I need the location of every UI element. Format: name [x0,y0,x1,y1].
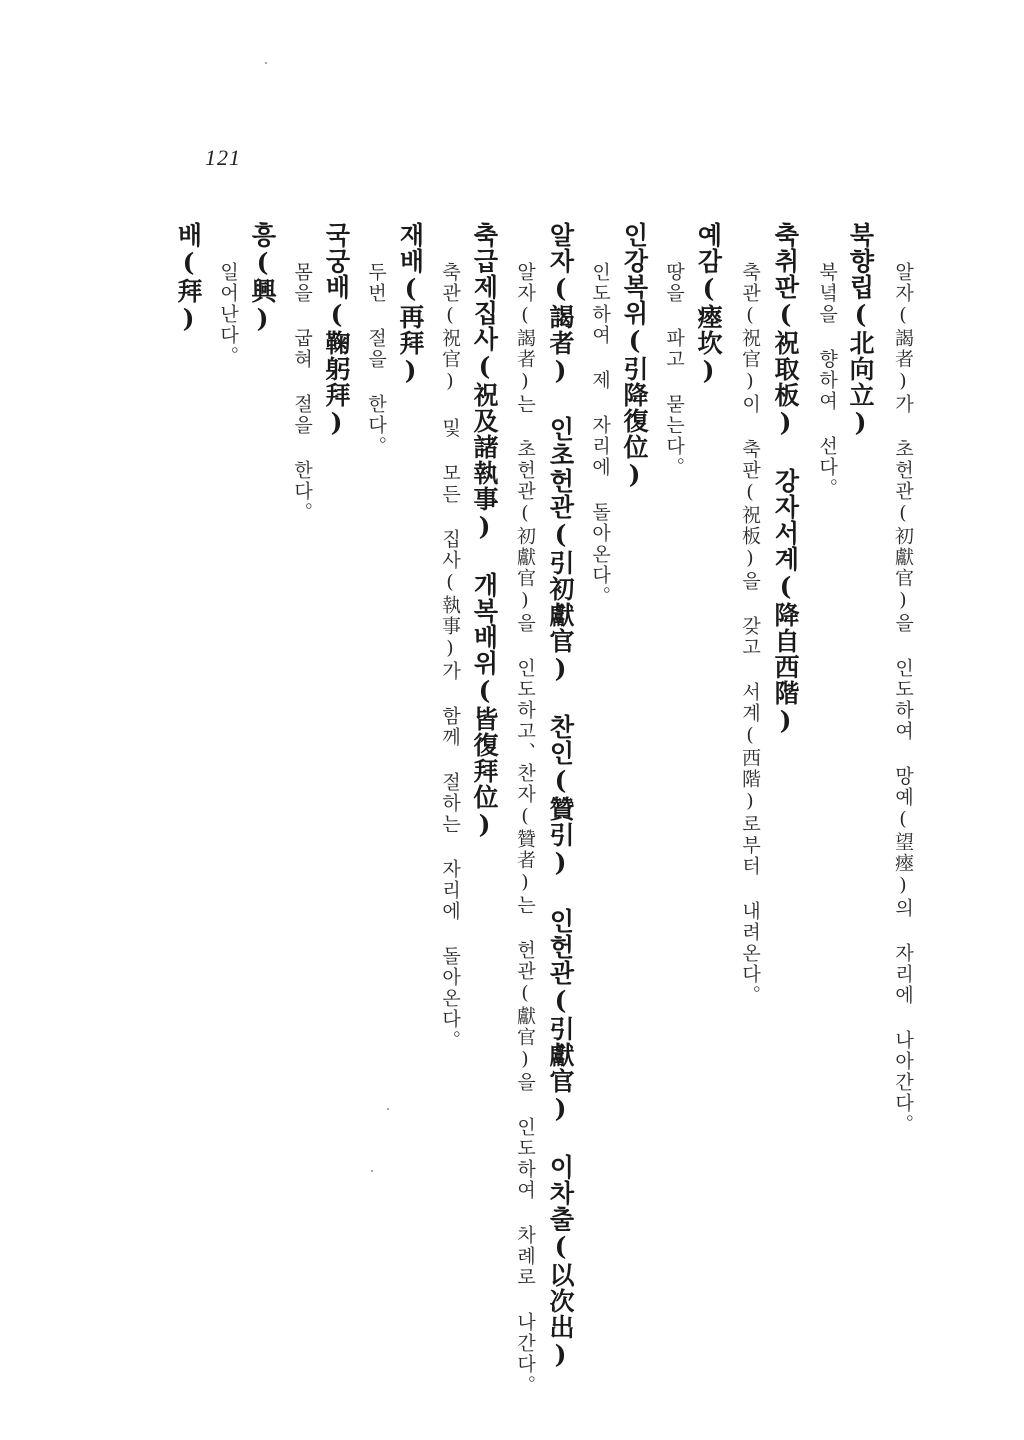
entry-term: 축급제집사(祝及諸執事) 개복배위(皆復拜位) [470,222,499,840]
entry-description: 북녘을 향하여 선다。 [816,262,838,499]
entry-term: 예감(瘞坎) [694,222,723,386]
entry-description: 알자(謁者)가 초헌관(初獻官)을 인도하여 망예(望瘞)의 자리에 나아간다。 [892,262,914,1135]
entry-description: 일어난다。 [217,262,239,367]
page-number: 121 [205,145,241,170]
entry-description: 인도하여 제 자리에 돌아온다。 [589,262,611,607]
entry-description: 몸을 굽혀 절을 한다。 [291,262,313,523]
entry-term: 흥(興) [248,222,277,334]
entry-term: 배(拜) [174,222,203,334]
entry-term: 알자(謁者) 인초헌관(引初獻官) 찬인(贊引) 인헌관(引獻官) 이차출(以次出) [546,222,575,1370]
scan-speck [265,62,267,64]
entry-description: 두번 절을 한다。 [365,262,387,457]
entry-term: 북향립(北向立) [846,222,875,438]
entry-description: 땅을 파고 묻는다。 [663,262,685,478]
entry-description: 축관(祝官)이 축판(祝板)을 갖고 서계(西階)로부터 내려온다。 [739,262,761,1006]
entry-description: 알자(謁者)는 초헌관(初獻官)을 인도하고、찬자(贊者)는 헌관(獻官)을 인도하여 차례로 나간다。 [514,262,536,1396]
entry-term: 국궁배(鞠躬拜) [322,222,351,438]
entry-term: 재배(再拜) [396,222,425,386]
entry-term: 축취판(祝取板) 강자서계(降自西階) [771,222,800,736]
scan-speck [371,1170,373,1172]
entry-term: 인강복위(引降復位) [620,222,649,490]
scan-speck [387,1108,389,1110]
entry-description: 축관(祝官) 및 모든 집사(執事)가 함께 절하는 자리에 돌아온다。 [439,262,461,1051]
